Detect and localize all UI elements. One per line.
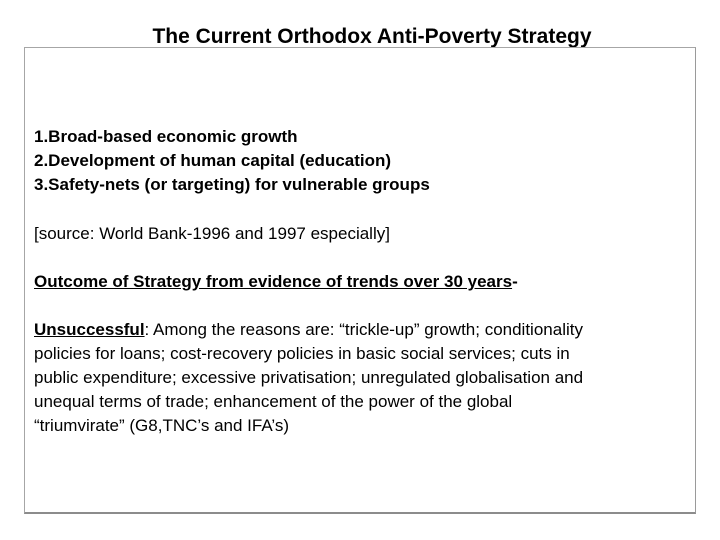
outcome-heading-suffix: - [512,272,518,291]
strategy-list [34,125,694,197]
unsuccessful-line-5: “triumvirate” (G8,TNC’s and IFA’s) [34,416,290,435]
unsuccessful-line-3: public expenditure; excessive privatisation; unregulated globalisation and [34,368,584,387]
unsuccessful-line-1 [34,318,694,342]
unsuccessful-label: Unsuccessful [34,320,145,339]
strategy-item-3: 3.Safety-nets (or targeting) for vulnerable groups [34,175,430,194]
slide-title: The Current Orthodox Anti-Poverty Strategy [152,25,592,48]
unsuccessful-line-4: unequal terms of trade; enhancement of the power of the global [34,392,513,411]
unsuccessful-paragraph [34,318,694,438]
unsuccessful-line-1-text: : Among the reasons are: “trickle-up” growth; conditionality [144,320,583,339]
strategy-item-1: 1.Broad-based economic growth [34,127,298,146]
outcome-heading [34,270,694,294]
outcome-heading-text: Outcome of Strategy from evidence of trends over 30 years [34,272,513,291]
source-citation: [source: World Bank-1996 and 1997 especially] [34,224,390,243]
unsuccessful-line-2: policies for loans; cost-recovery policies in basic social services; cuts in [34,344,570,363]
strategy-item-2: 2.Development of human capital (education) [34,151,392,170]
